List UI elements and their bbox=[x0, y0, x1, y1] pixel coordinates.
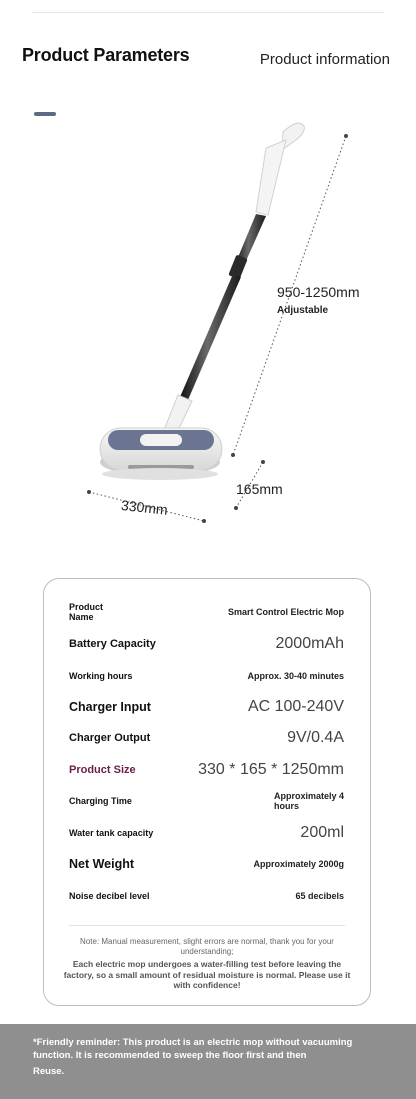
mop-pad bbox=[102, 468, 218, 480]
spec-value: 2000mAh bbox=[275, 635, 344, 652]
spec-label: Battery Capacity bbox=[69, 638, 156, 650]
spec-row-product-size bbox=[44, 756, 370, 784]
spec-label: Noise decibel level bbox=[69, 891, 150, 901]
mop-illustration bbox=[0, 110, 416, 540]
spec-value: Smart Control Electric Mop bbox=[227, 607, 344, 617]
depth-dimension-label: 165mm bbox=[236, 481, 283, 497]
measurement-note: Note: Manual measurement, slight errors are normal, thank you for your understanding; bbox=[80, 937, 334, 956]
spec-value: Approximately 4 hours bbox=[273, 791, 344, 811]
spec-row-battery bbox=[44, 630, 370, 658]
width-dimension-label: 330mm bbox=[120, 497, 169, 518]
spec-row-water-tank bbox=[44, 819, 370, 847]
spec-label: Product Size bbox=[69, 764, 136, 776]
spec-value: 65 decibels bbox=[295, 891, 344, 901]
spec-value: Approx. 30-40 minutes bbox=[247, 671, 344, 681]
page-title: Product Parameters bbox=[22, 45, 190, 65]
top-divider bbox=[32, 12, 384, 13]
spec-card bbox=[43, 578, 371, 1006]
spec-value: 9V/0.4A bbox=[287, 729, 344, 746]
pole-lower bbox=[180, 274, 241, 400]
friendly-reminder bbox=[0, 1024, 416, 1099]
spec-label: Working hours bbox=[69, 671, 133, 681]
spec-row-charger-input bbox=[44, 693, 370, 721]
spec-row-working-hours bbox=[44, 662, 370, 690]
spec-label: Charging Time bbox=[69, 796, 132, 806]
card-divider bbox=[69, 925, 345, 926]
spec-value: 200ml bbox=[300, 824, 344, 841]
spec-row-charger-output bbox=[44, 724, 370, 752]
page-subtitle: Product information bbox=[259, 51, 390, 68]
reminder-text: *Friendly reminder: This product is an electric mop without vacuuming function. It is recommended to sweep the floor first and then bbox=[33, 1037, 353, 1061]
spec-value: 330 * 165 * 1250mm bbox=[198, 761, 344, 778]
spec-label: Charger Input bbox=[69, 700, 151, 714]
handle-grip bbox=[282, 123, 304, 150]
reminder-last-line: Reuse. bbox=[33, 1066, 65, 1077]
mop-center-plate bbox=[140, 434, 182, 446]
pole-clamp bbox=[228, 255, 247, 280]
spec-row-product-name bbox=[44, 598, 370, 626]
product-figure bbox=[0, 110, 416, 540]
water-test-note: Each electric mop undergoes a water-filling test before leaving the factory, so a small amount of residual moisture is normal. Please use it with confidence! bbox=[63, 959, 351, 990]
spec-label: Charger Output bbox=[69, 732, 151, 744]
spec-row-net-weight bbox=[44, 850, 370, 878]
adjustable-label: Adjustable bbox=[277, 305, 329, 316]
spec-row-noise bbox=[44, 882, 370, 910]
spec-value: AC 100-240V bbox=[247, 698, 344, 715]
spec-label: Net Weight bbox=[69, 857, 135, 871]
spec-label: Water tank capacity bbox=[69, 828, 154, 838]
spec-label: Product Name bbox=[69, 602, 104, 622]
spec-row-charging-time bbox=[44, 787, 370, 815]
spec-value: Approximately 2000g bbox=[253, 859, 344, 869]
handle-upper bbox=[256, 140, 286, 215]
height-dimension-label: 950-1250mm bbox=[277, 284, 360, 300]
